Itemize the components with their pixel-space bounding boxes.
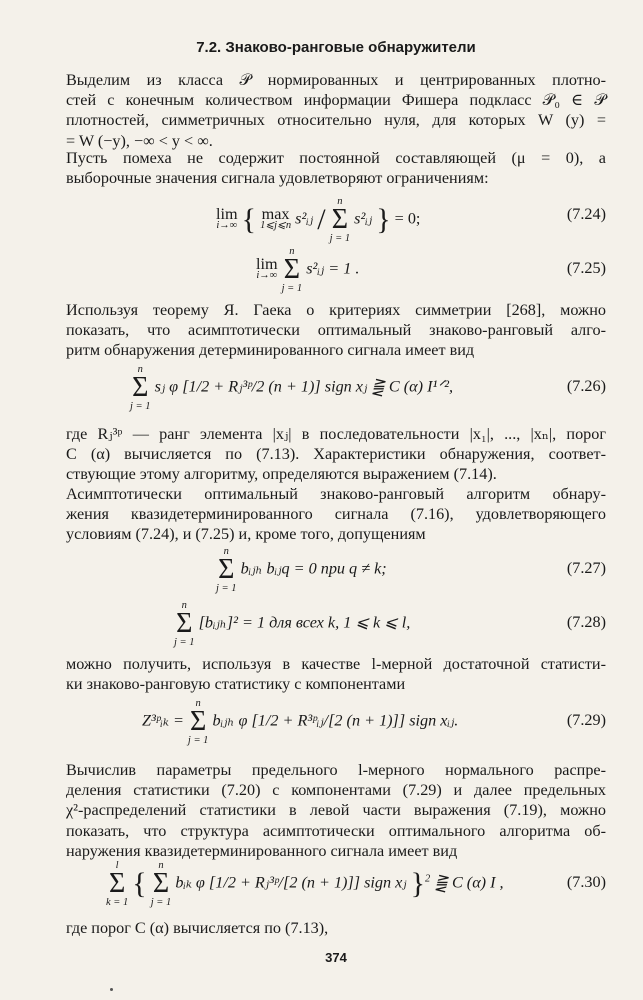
eq-7-29-body-b: sign xᵢⱼ. [409, 711, 459, 730]
eq-7-24-max-sub: 1⩽j⩽n [260, 220, 292, 231]
eq-7-25-lim-sub: i→∞ [256, 270, 278, 281]
p1-line-2: стей с конечным количеством информации Фишера подкласс 𝒫₀ ∈ 𝒫 [66, 91, 606, 110]
eq-7-26-sum-top: n [137, 364, 143, 375]
eq-7-24-number: (7.24) [566, 205, 606, 223]
eq-7-24-lim: lim [216, 205, 238, 223]
eq-7-25-sum-bottom: j = 1 [281, 283, 303, 294]
equation-7-27: n Σ j = 1 bᵢⱼₕ bᵢⱼq = 0 при q ≠ k; (7.27) [216, 546, 606, 594]
paragraph-7 [66, 760, 606, 861]
p7-line-4: показать, что структура асимптотически оптимального алгоритма об- [66, 821, 606, 840]
eq-7-30-bracket: [1/2 + Rⱼ³ᵖ/[2 (n + 1)]] [208, 873, 361, 892]
paragraph-1 [66, 70, 606, 151]
eq-7-30-number: (7.30) [566, 873, 606, 891]
p7-line-1: Вычислив параметры предельного l-мерного нормального распре- [66, 761, 606, 779]
eq-7-30-body-b: sign xⱼ [364, 873, 407, 892]
print-speck [110, 988, 113, 991]
paragraph-4 [66, 424, 606, 485]
equation-7-26: n Σ j = 1 sⱼ φ [1/2 + Rⱼ³ᵖ/2 (n + 1)] sign xⱼ ⪌ C (α) I¹ᐟ², (7.26) [130, 364, 606, 412]
eq-7-29-sum-bottom: j = 1 [187, 735, 209, 746]
eq-7-30-outer-top: l [115, 860, 119, 871]
eq-7-25-body: s²ᵢⱼ = 1 . [306, 259, 360, 278]
p6-line-1: можно получить, используя в качестве l-мерной достаточной статисти- [66, 655, 606, 673]
p5-line-3: условиям (7.24), и (7.25) и, кроме того, допущениям [66, 525, 426, 544]
eq-7-27-sum-bottom: j = 1 [216, 583, 237, 594]
eq-7-29-number: (7.29) [566, 711, 606, 729]
equation-7-24: lim i→∞ { max 1⩽j⩽n s²ᵢⱼ / n Σ j = 1 s²ᵢⱼ } = 0; (7.24) [216, 196, 606, 244]
paragraph-3 [66, 300, 606, 361]
eq-7-29-sum-top: n [195, 698, 201, 709]
eq-7-30-sum-bottom: j = 1 [150, 897, 172, 908]
eq-7-29-body-a: bᵢⱼₕ φ [212, 711, 248, 730]
p6-line-2: ки знаково-ранговую статистику с компонентами [66, 675, 406, 694]
eq-7-25-sum-top: n [289, 246, 295, 257]
p4-line-1: где Rⱼ³ᵖ — ранг элемента |xⱼ| в последовательности |x₁|, ..., |xₙ|, порог [66, 425, 606, 443]
p5-line-1: Асимптотически оптимальный знаково-ранговый алгоритм обнару- [66, 485, 606, 503]
eq-7-30-rhs: ⪌ C (α) I , [434, 873, 504, 892]
p8-line-1: где порог C (α) вычисляется по (7.13), [66, 919, 329, 937]
eq-7-24-denominator: s²ᵢⱼ [354, 209, 373, 228]
eq-7-28-body: [bᵢⱼₕ]² = 1 для всех k, 1 ⩽ k ⩽ l, [198, 613, 411, 632]
equation-7-30: l Σ k = 1 { n Σ j = 1 bᵢₖ φ [1/2 + Rⱼ³ᵖ/[2 (n + 1)]] sign xⱼ }$^2$ ⪌ C (α) I , (7.30) [106, 860, 606, 908]
p3-line-1: Используя теорему Я. Гаека о критериях симметрии [268], можно [66, 301, 606, 319]
eq-7-24-max: max [261, 205, 290, 223]
eq-7-26-body-a: sⱼ φ [154, 377, 179, 396]
eq-7-24-numerator: s²ᵢⱼ [295, 209, 314, 228]
page-number: 374 [325, 950, 347, 965]
section-title: 7.2. Знаково-ранговые обнаружители [196, 39, 476, 56]
eq-7-26-bracket: [1/2 + Rⱼ³ᵖ/2 (n + 1)] [182, 377, 321, 396]
p7-line-5: наружения квазидетерминированного сигнала имеет вид [66, 841, 458, 860]
eq-7-24-sum-top: n [337, 196, 343, 207]
p4-line-3: ствующие этому алгоритму, определяются выражением (7.14). [66, 465, 497, 484]
eq-7-26-sum-bottom: j = 1 [130, 401, 151, 412]
paragraph-5 [66, 484, 606, 545]
eq-7-28-number: (7.28) [566, 613, 606, 631]
eq-7-30-sum-top: n [158, 860, 164, 871]
eq-7-29-bracket: [1/2 + R³ᵖᵢⱼ/[2 (n + 1)]] [251, 711, 406, 730]
eq-7-24-lim-sub: i→∞ [216, 220, 238, 231]
eq-7-27-number: (7.27) [566, 559, 606, 577]
eq-7-25-number: (7.25) [566, 259, 606, 277]
p7-line-3: χ²-распределений статистики в левой части выражения (7.19), можно [66, 801, 606, 820]
eq-7-30-body-a: bᵢₖ φ [175, 873, 205, 892]
eq-7-30-outer-bottom: k = 1 [106, 897, 129, 908]
paragraph-2 [66, 148, 606, 188]
eq-7-24-sum-bottom: j = 1 [329, 233, 351, 244]
p2-line-2: выборочные значения сигнала удовлетворяют ограничениям: [66, 169, 489, 188]
equation-7-28: n Σ j = 1 [bᵢⱼₕ]² = 1 для всех k, 1 ⩽ k ⩽ l, (7.28) [174, 600, 606, 648]
eq-7-28-sum-top: n [181, 600, 187, 611]
p1-line-4: = W (−y), −∞ < y < ∞. [66, 131, 213, 150]
p1-line-3: плотностей, симметричных относительно нуля, для которых W (y) = [66, 111, 606, 130]
p2-line-1: Пусть помеха не содержит постоянной составляющей (μ = 0), а [66, 149, 606, 167]
eq-7-27-body: bᵢⱼₕ bᵢⱼq = 0 при q ≠ k; [240, 559, 387, 578]
p3-line-3: ритм обнаружения детерминированного сигнала имеет вид [66, 341, 475, 360]
eq-7-25-lim: lim [256, 255, 278, 273]
p4-line-2: C (α) вычисляется по (7.13). Характеристики обнаружения, соответ- [66, 445, 606, 464]
eq-7-27-sum-top: n [223, 546, 229, 557]
page [66, 0, 606, 1000]
eq-7-29-lhs: Z³ᵖᵢₖ = [142, 711, 184, 730]
eq-7-24-rhs: = 0; [394, 209, 421, 228]
p7-line-2: деления статистики (7.20) с компонентами (7.29) и далее предельных [66, 781, 606, 800]
eq-7-26-number: (7.26) [566, 377, 606, 395]
paragraph-6 [66, 654, 606, 694]
paragraph-8 [66, 918, 606, 938]
equation-7-25: lim i→∞ n Σ j = 1 s²ᵢⱼ = 1 . (7.25) [256, 246, 606, 294]
eq-7-26-body-b: sign xⱼ ⪌ C (α) I¹ᐟ², [324, 377, 454, 396]
equation-7-29: Z³ᵖᵢₖ = n Σ j = 1 bᵢⱼₕ φ [1/2 + R³ᵖᵢⱼ/[2 (n + 1)]] sign xᵢⱼ. (7.29) [142, 698, 606, 746]
p3-line-2: показать, что асимптотически оптимальный знаково-ранговый алго- [66, 321, 606, 340]
p1-line-1: Выделим из класса 𝒫 нормированных и центрированных плотно- [66, 71, 606, 89]
p5-line-2: жения квазидетерминированного сигнала (7.16), удовлетворяющего [66, 505, 606, 524]
eq-7-28-sum-bottom: j = 1 [174, 637, 195, 648]
